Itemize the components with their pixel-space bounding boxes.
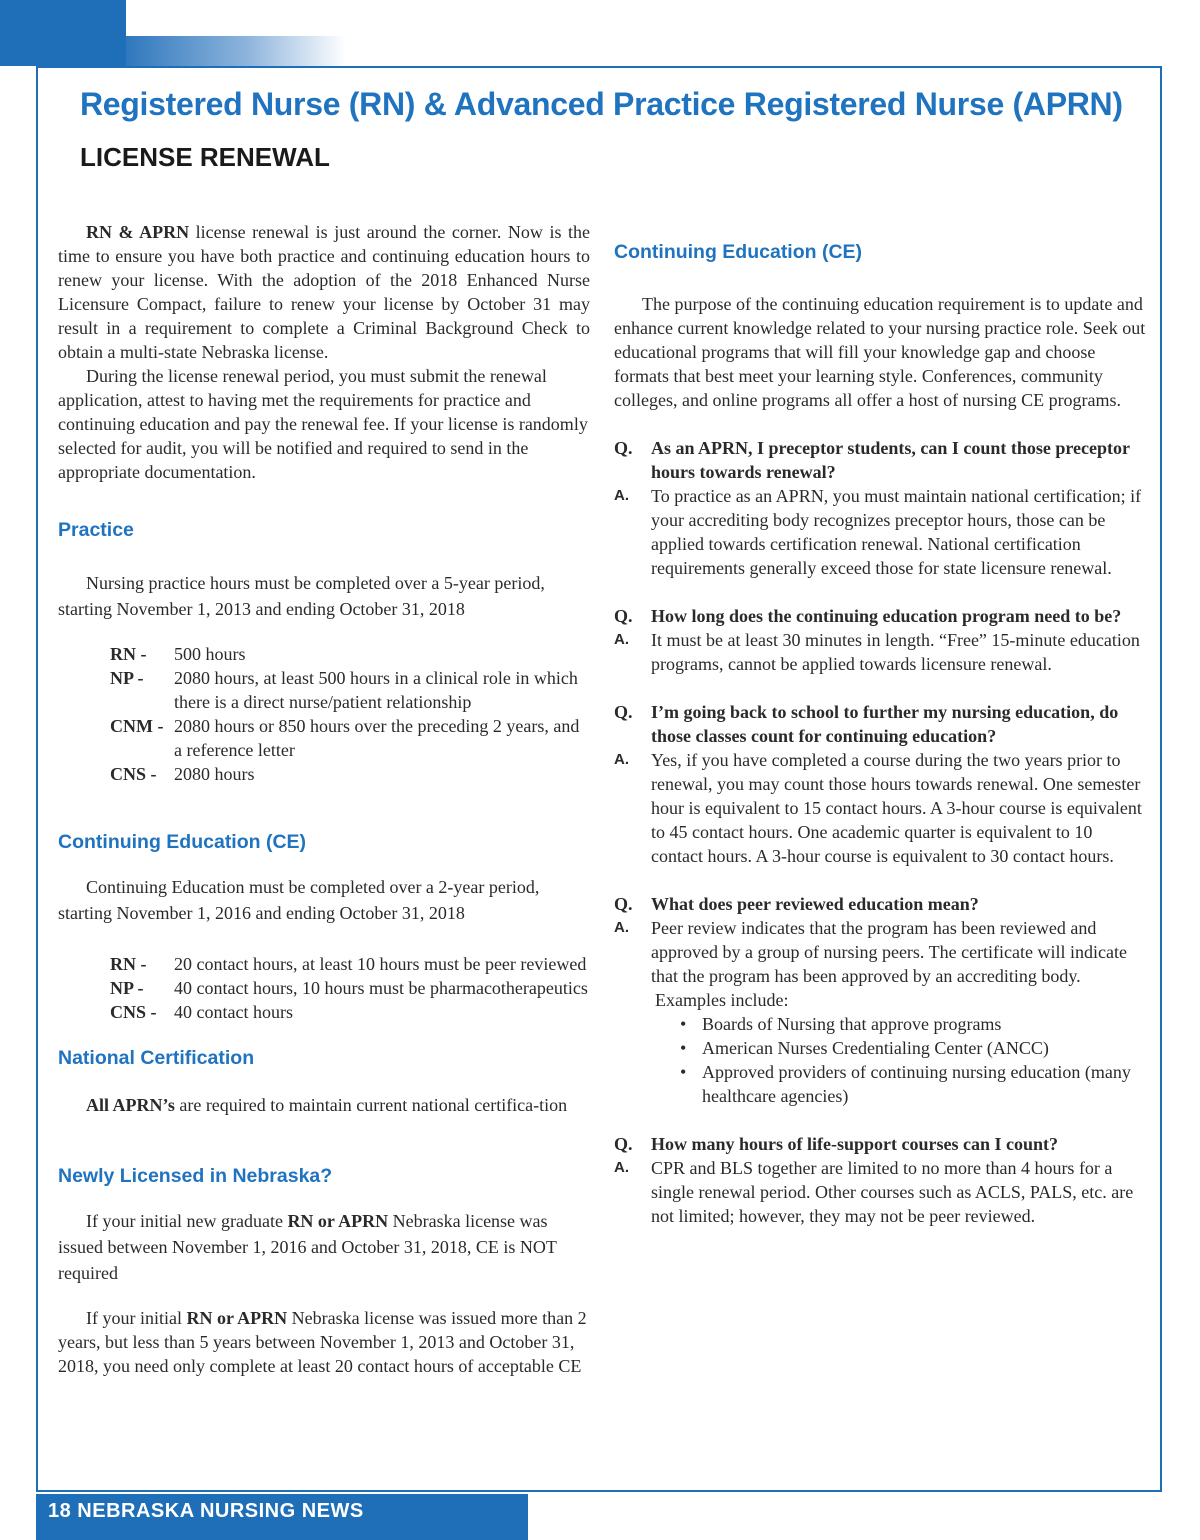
a-label: A.	[614, 487, 629, 504]
hours-value: 2080 hours	[174, 764, 255, 784]
example-text: Boards of Nursing that approve programs	[702, 1014, 1002, 1034]
hours-key: CNM -	[110, 716, 164, 736]
example-text: Approved providers of continuing nursing education (many healthcare agencies)	[702, 1062, 1131, 1106]
hours-value: 2080 hours or 850 hours over the preceding 2 years, and a reference letter	[174, 716, 580, 760]
q-label: Q.	[614, 438, 633, 458]
question-text: I’m going back to school to further my nursing education, do those classes count for continuing education?	[651, 702, 1119, 746]
practice-hours-item	[110, 642, 590, 666]
hours-key: NP -	[110, 978, 144, 998]
example-item	[680, 1036, 1146, 1060]
answer-text: Yes, if you have completed a course during the two years prior to renewal, you may count those hours towards renewal. One semester hour is equivalent to 15 contact hours. A 3-hour course is equivalent to 45 contact hours. One academic quarter is equivalent to 10 contact hours. A 3-hour course is equivalent to 30 contact hours.	[651, 750, 1142, 866]
answer	[614, 1156, 1146, 1228]
newly-p1-b: RN or APRN	[287, 1211, 389, 1231]
qa-item	[614, 436, 1146, 580]
ce-hours-list	[110, 952, 590, 1024]
footer-page-label: 18 NEBRASKA NURSING NEWS	[48, 1500, 364, 1522]
a-label: A.	[614, 919, 629, 936]
answer	[614, 748, 1146, 868]
answer-text: To practice as an APRN, you must maintain national certification; if your accrediting body recognizes preceptor hours, those can be applied towards certification renewal. National certification requirements generally exceed those for state licensure renewal.	[651, 486, 1142, 578]
corner-accent-block	[0, 0, 126, 66]
newly-p1-a: If your initial new graduate	[86, 1211, 288, 1231]
bullet-icon: •	[680, 1014, 687, 1034]
q-label: Q.	[614, 606, 633, 626]
a-label: A.	[614, 751, 629, 768]
question-text: How many hours of life-support courses can I count?	[651, 1134, 1059, 1154]
answer-body	[651, 916, 1146, 1012]
question-text: What does peer reviewed education mean?	[651, 894, 979, 914]
ce-intro-right: The purpose of the continuing education requirement is to update and enhance current knowledge related to your nursing practice role. Seek out educational programs that will fill your knowledge gap and choose formats that best meet your learning style. Conferences, community colleges, and online programs all offer a host of nursing CE programs.	[614, 294, 1146, 410]
bullet-icon: •	[680, 1062, 687, 1082]
hours-value: 40 contact hours, 10 hours must be pharmacotherapeutics	[174, 978, 588, 998]
hours-key: CNS -	[110, 1002, 157, 1022]
right-column	[614, 240, 1146, 1228]
q-label: Q.	[614, 702, 633, 722]
qa-item	[614, 700, 1146, 868]
question	[614, 892, 1146, 916]
hours-key: CNS -	[110, 764, 157, 784]
hours-key: RN -	[110, 954, 147, 974]
national-certification-heading: National Certification	[58, 1047, 255, 1069]
question	[614, 700, 1146, 748]
qa-item	[614, 604, 1146, 676]
newly-licensed-paragraph-2	[58, 1306, 590, 1378]
intro-paragraph	[58, 220, 590, 364]
newly-p1-c: Nebraska license was issued between November 1, 2016 and October 31, 2018, CE is NOT required	[58, 1211, 557, 1283]
hours-value: 20 contact hours, at least 10 hours must be peer reviewed	[174, 954, 587, 974]
ce-hours-item	[110, 1000, 590, 1024]
page-title: Registered Nurse (RN) & Advanced Practice Registered Nurse (APRN)	[80, 86, 1123, 122]
ce-heading-right: Continuing Education (CE)	[614, 241, 863, 263]
practice-heading: Practice	[58, 519, 134, 541]
answer	[614, 916, 1146, 1012]
a-label: A.	[614, 631, 629, 648]
practice-hours-item	[110, 666, 590, 714]
ce-heading-left: Continuing Education (CE)	[58, 831, 307, 853]
practice-hours-list	[110, 642, 590, 786]
header-gradient-bar	[126, 36, 346, 66]
intro-bold: RN & APRN	[86, 222, 190, 242]
question	[614, 436, 1146, 484]
ce-text-left: Continuing Education must be completed over a 2-year period, starting November 1, 2016 and ending October 31, 2018	[58, 877, 540, 923]
qa-item	[614, 1132, 1146, 1228]
question-text: How long does the continuing education program need to be?	[651, 606, 1122, 626]
hours-key: RN -	[110, 644, 147, 664]
newly-p2-b: RN or APRN	[186, 1308, 288, 1328]
hours-value: 2080 hours, at least 500 hours in a clinical role in which there is a direct nurse/patient relationship	[174, 668, 578, 712]
question-text: As an APRN, I preceptor students, can I count those preceptor hours towards renewal?	[651, 438, 1130, 482]
answer-text: CPR and BLS together are limited to no more than 4 hours for a single renewal period. Other courses such as ACLS, PALS, etc. are not limited; however, they may not be peer reviewed.	[651, 1158, 1134, 1226]
newly-p2-a: If your initial	[86, 1308, 187, 1328]
ce-hours-item	[110, 976, 590, 1000]
question	[614, 604, 1146, 628]
practice-hours-item	[110, 714, 590, 762]
national-rest: are required to maintain current national certifica-tion	[174, 1095, 568, 1115]
bullet-icon: •	[680, 1038, 687, 1058]
answer-text: Peer review indicates that the program has been reviewed and approved by a group of nursing peers. The certificate will indicate that the program has been approved by an accrediting body.	[651, 918, 1127, 986]
answer	[614, 628, 1146, 676]
q-label: Q.	[614, 1134, 633, 1154]
example-text: American Nurses Credentialing Center (ANCC)	[702, 1038, 1049, 1058]
intro-paragraph-2: During the license renewal period, you must submit the renewal application, attest to having met the requirements for practice and continuing education and pay the renewal fee. If your license is randomly selected for audit, you will be notified and required to send in the appropriate documentation.	[58, 366, 588, 482]
national-certification-text	[58, 1092, 590, 1118]
hours-key: NP -	[110, 668, 144, 688]
q-label: Q.	[614, 894, 633, 914]
answer	[614, 484, 1146, 580]
left-column	[58, 220, 590, 1378]
qa-item	[614, 892, 1146, 1108]
hours-value: 500 hours	[174, 644, 246, 664]
answer-text: It must be at least 30 minutes in length. “Free” 15-minute education programs, cannot be applied towards licensure renewal.	[651, 630, 1140, 674]
hours-value: 40 contact hours	[174, 1002, 293, 1022]
intro-text: license renewal is just around the corner. Now is the time to ensure you have both practice and continuing education hours to renew your license. With the adoption of the 2018 Enhanced Nurse Licensure Compact, failure to renew your license by October 31 may result in a requirement to complete a Criminal Background Check to obtain a multi-state Nebraska license.	[58, 222, 590, 362]
newly-licensed-heading: Newly Licensed in Nebraska?	[58, 1165, 333, 1187]
examples-list	[614, 1012, 1146, 1108]
national-bold: All APRN’s	[86, 1095, 175, 1115]
examples-label: Examples include:	[655, 990, 789, 1010]
a-label: A.	[614, 1159, 629, 1176]
practice-hours-item	[110, 762, 590, 786]
practice-text: Nursing practice hours must be completed over a 5-year period, starting November 1, 2013 and ending October 31, 2018	[58, 573, 545, 619]
newly-p2-c: Nebraska license was issued more than 2 years, but less than 5 years between November 1, 2013 and October 31, 2018, you need only complete at least 20 contact hours of acceptable CE	[58, 1308, 587, 1376]
page-subtitle: LICENSE RENEWAL	[80, 142, 330, 172]
example-item	[680, 1012, 1146, 1036]
newly-licensed-paragraph-1	[58, 1208, 590, 1286]
example-item	[680, 1060, 1146, 1108]
ce-hours-item	[110, 952, 590, 976]
question	[614, 1132, 1146, 1156]
